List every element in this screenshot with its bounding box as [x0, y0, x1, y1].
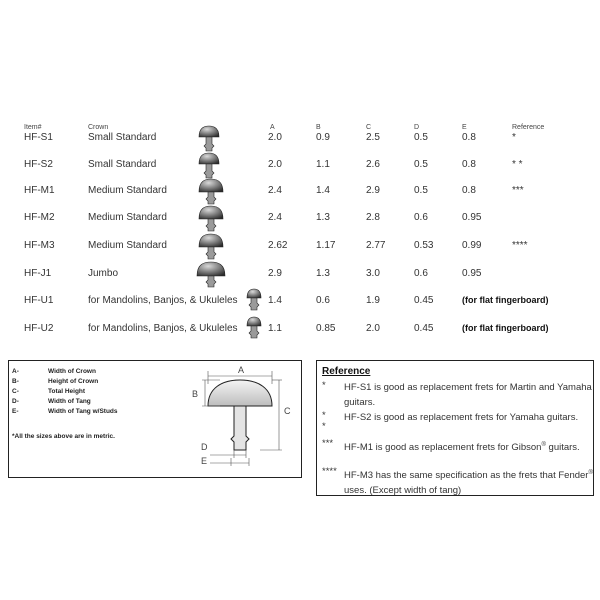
header-d: D: [414, 124, 420, 131]
table-row: [0, 291, 600, 313]
cell-c: 2.9: [366, 185, 380, 196]
fret-profile-icon: [244, 287, 264, 311]
fret-profile-icon: [244, 315, 264, 339]
fret-profile-icon: [198, 124, 220, 152]
fret-profile-icon: [198, 151, 220, 179]
fret-tang-shape: [204, 137, 214, 151]
cell-crown: Medium Standard: [88, 240, 167, 251]
diagram-tang: [231, 406, 249, 450]
legend-label: Height of Crown: [48, 378, 99, 385]
cell-e: 0.8: [462, 132, 476, 143]
cell-d: 0.6: [414, 268, 428, 279]
cell-b: 1.3: [316, 212, 330, 223]
cell-item: HF-U2: [24, 323, 54, 334]
cell-d: 0.6: [414, 212, 428, 223]
cell-e: 0.95: [462, 268, 482, 279]
cell-reference: ***: [512, 185, 524, 196]
table-row: [0, 236, 600, 258]
legend-key: D-: [12, 398, 19, 405]
cell-a: 2.4: [268, 212, 282, 223]
metric-note: *All the sizes above are in metric.: [12, 433, 115, 440]
legend-key: A-: [12, 368, 19, 375]
header-a: A: [270, 124, 275, 131]
cell-a: 2.9: [268, 268, 282, 279]
reference-text: HF-S1 is good as replacement frets for Martin and Yamaha guitars.: [344, 382, 592, 408]
diagram-crown: [208, 380, 272, 406]
fret-tang-shape: [206, 276, 216, 287]
cell-crown: for Mandolins, Banjos, & Ukuleles: [88, 295, 238, 306]
cell-item: HF-J1: [24, 268, 52, 279]
legend-label: Width of Tang: [48, 398, 91, 405]
dim-d-label: D: [201, 442, 208, 452]
cell-item: HF-U1: [24, 295, 54, 306]
fret-crown-shape: [247, 317, 261, 326]
cell-d: 0.45: [414, 323, 434, 334]
cell-crown: Small Standard: [88, 159, 157, 170]
fret-tang-shape: [204, 164, 214, 178]
header-c: C: [366, 124, 372, 131]
reference-title: Reference: [322, 366, 371, 377]
cell-b: 1.4: [316, 185, 330, 196]
fret-profile-icon: [198, 177, 224, 205]
registered-mark: ®: [588, 470, 593, 476]
fret-profile-icon: [198, 232, 224, 260]
cell-item: HF-M3: [24, 240, 55, 251]
dim-c-label: C: [284, 406, 291, 416]
cell-a: 1.4: [268, 295, 282, 306]
fret-crown-shape: [199, 179, 223, 192]
cell-a: 2.4: [268, 185, 282, 196]
fret-tang-shape: [206, 192, 216, 204]
cell-reference: ****: [512, 240, 528, 251]
reference-key: *: [322, 380, 326, 391]
reference-text: HF-S2 is good as replacement frets for Yamaha guitars.: [344, 412, 579, 423]
header-crown: Crown: [88, 124, 109, 131]
fret-crown-shape: [199, 153, 219, 164]
cell-crown: Medium Standard: [88, 212, 167, 223]
table-row: [0, 128, 600, 150]
cell-a: 2.0: [268, 159, 282, 170]
cell-b: 1.17: [316, 240, 336, 251]
table-row: [0, 181, 600, 203]
fret-crown-shape: [199, 206, 223, 219]
table-row: [0, 208, 600, 230]
cell-c: 2.77: [366, 240, 386, 251]
cell-e: (for flat fingerboard): [462, 323, 549, 333]
cell-b: 1.3: [316, 268, 330, 279]
cell-crown: Small Standard: [88, 132, 157, 143]
dim-a-label: A: [238, 366, 245, 375]
fret-tang-shape: [206, 219, 216, 231]
fret-crown-shape: [247, 289, 261, 298]
cell-c: 1.9: [366, 295, 380, 306]
cell-e: (for flat fingerboard): [462, 295, 549, 305]
legend-key: E-: [12, 408, 19, 415]
cell-reference: *: [512, 132, 516, 143]
fret-profile-icon: [198, 204, 224, 232]
cell-b: 0.85: [316, 323, 336, 334]
reference-key: ****: [322, 466, 337, 477]
registered-mark: ®: [541, 442, 546, 448]
table-row: [0, 319, 600, 341]
legend-label: Width of Crown: [48, 368, 96, 375]
cell-a: 2.62: [268, 240, 288, 251]
legend-label: Total Height: [48, 388, 86, 395]
header-reference: Reference: [512, 124, 545, 131]
reference-text: HF-M1 is good as replacement frets for Gibson® guitars.: [344, 442, 580, 454]
cell-reference: * *: [512, 159, 523, 170]
cell-e: 0.8: [462, 185, 476, 196]
fret-dimension-diagram: [180, 366, 300, 470]
cell-item: HF-M1: [24, 185, 55, 196]
cell-crown: Medium Standard: [88, 185, 167, 196]
dim-e-label: E: [201, 456, 208, 466]
fret-crown-shape: [197, 262, 225, 276]
cell-d: 0.45: [414, 295, 434, 306]
legend-label: Width of Tang w/Studs: [48, 408, 118, 415]
cell-crown: for Mandolins, Banjos, & Ukuleles: [88, 323, 238, 334]
cell-item: HF-S1: [24, 132, 53, 143]
dim-b-label: B: [192, 389, 199, 399]
cell-b: 0.9: [316, 132, 330, 143]
fret-tang-shape: [249, 298, 259, 310]
reference-text: HF-M3 has the same specification as the frets that Fender® uses. (Except width of tang): [344, 470, 593, 497]
fret-crown-shape: [199, 126, 219, 137]
table-row: [0, 264, 600, 286]
cell-e: 0.95: [462, 212, 482, 223]
table-row: [0, 155, 600, 177]
cell-c: 3.0: [366, 268, 380, 279]
cell-item: HF-M2: [24, 212, 55, 223]
cell-c: 2.6: [366, 159, 380, 170]
cell-item: HF-S2: [24, 159, 53, 170]
cell-d: 0.53: [414, 240, 434, 251]
cell-crown: Jumbo: [88, 268, 119, 279]
cell-e: 0.8: [462, 159, 476, 170]
cell-b: 0.6: [316, 295, 330, 306]
cell-c: 2.0: [366, 323, 380, 334]
fret-profile-icon: [196, 260, 226, 288]
reference-key: * *: [322, 410, 326, 432]
cell-c: 2.5: [366, 132, 380, 143]
cell-d: 0.5: [414, 185, 428, 196]
cell-d: 0.5: [414, 159, 428, 170]
cell-a: 2.0: [268, 132, 282, 143]
cell-c: 2.8: [366, 212, 380, 223]
cell-b: 1.1: [316, 159, 330, 170]
fret-tang-shape: [206, 247, 216, 259]
header-e: E: [462, 124, 467, 131]
header-b: B: [316, 124, 321, 131]
reference-key: ***: [322, 438, 334, 449]
fret-tang-shape: [249, 326, 259, 338]
legend-key: B-: [12, 378, 19, 385]
cell-a: 1.1: [268, 323, 282, 334]
legend-key: C-: [12, 388, 19, 395]
fret-crown-shape: [199, 234, 223, 247]
cell-e: 0.99: [462, 240, 482, 251]
header-item: Item#: [24, 124, 42, 131]
cell-d: 0.5: [414, 132, 428, 143]
